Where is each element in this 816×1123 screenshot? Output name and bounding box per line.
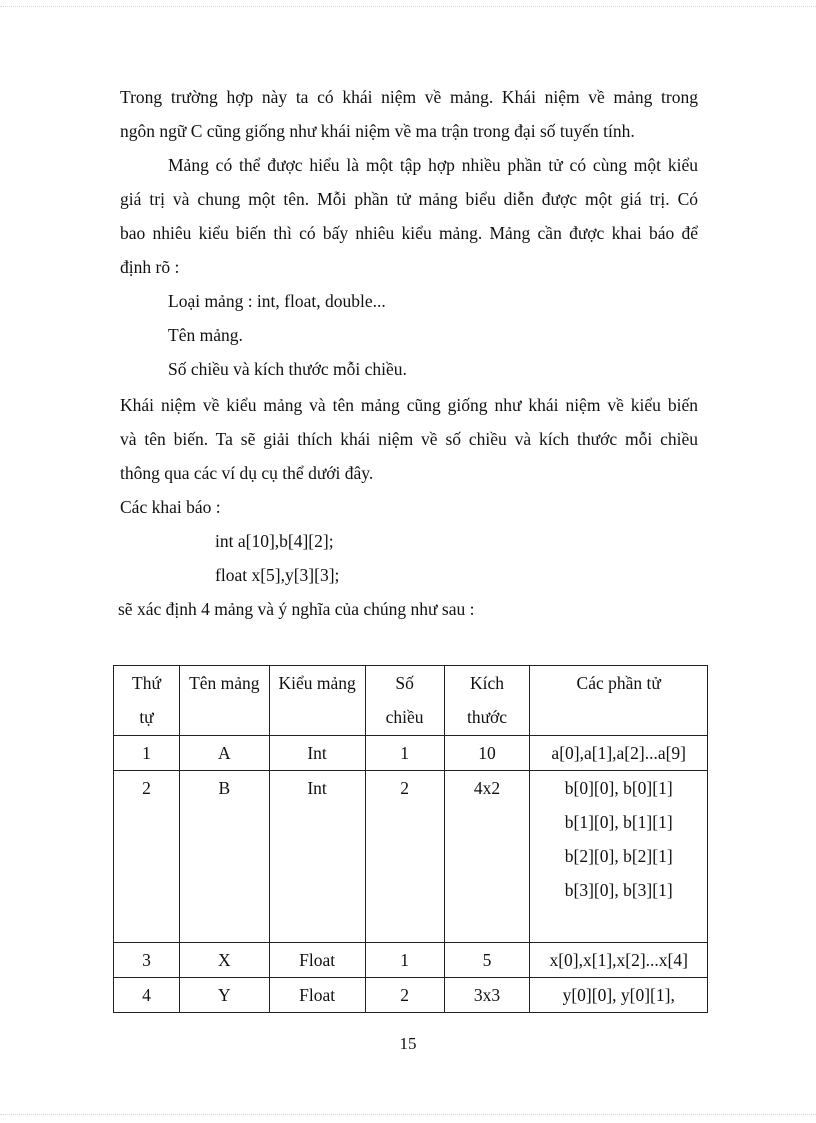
paragraph-2-line-2: giá trị và chung một tên. Mỗi phần tử mảng biểu diễn được một giá trị. Có [120,189,698,209]
header-kich-thuoc-line-2: thước [466,707,508,727]
cell-phan-tu [530,771,708,943]
cell-so-chieu: 1 [365,736,444,771]
cell-kieu: Int [269,736,365,771]
code-line-float: float x[5],y[3][3]; [215,565,340,585]
table-header-row [114,666,708,736]
paragraph-2-line-4: định rõ : [120,257,180,277]
cell-ten: B [180,771,270,943]
cell-so-chieu: 2 [365,771,444,943]
header-kieu: Kiểu mảng [269,666,365,736]
element-line: b[2][0], b[2][1] [564,846,673,866]
page-bottom-edge [0,1114,816,1115]
table-intro: sẽ xác định 4 mảng và ý nghĩa của chúng như sau : [118,599,475,619]
paragraph-2-line-3: bao nhiêu kiểu biến thì có bấy nhiêu kiểu mảng. Mảng cần được khai báo để [120,223,698,243]
header-kich-thuoc-line-1: Kích [470,673,505,693]
paragraph-3-line-1: Khái niệm về kiểu mảng và tên mảng cũng giống như khái niệm về kiểu biến [120,395,698,415]
list-item-array-name: Tên mảng. [168,325,243,345]
code-line-int: int a[10],b[4][2]; [215,531,334,551]
cell-stt: 4 [114,978,180,1013]
header-stt [114,666,180,736]
header-ten: Tên mảng [180,666,270,736]
arrays-table [113,665,708,1013]
cell-kieu: Float [269,943,365,978]
paragraph-3-line-2: và tên biến. Ta sẽ giải thích khái niệm về số chiều và kích thước mỗi chiều [120,429,698,449]
header-so-chieu-line-1: Số [395,673,414,693]
header-kich-thuoc [444,666,530,736]
header-stt-line-1: Thứ [132,673,161,693]
cell-kich-thuoc: 10 [444,736,530,771]
cell-ten: X [180,943,270,978]
cell-phan-tu: a[0],a[1],a[2]...a[9] [530,736,708,771]
element-line: b[1][0], b[1][1] [564,812,673,832]
table-row [114,736,708,771]
paragraph-2-line-1: Mảng có thể được hiểu là một tập hợp nhiều phần tử có cùng một kiểu [168,155,698,175]
cell-stt: 1 [114,736,180,771]
declarations-label: Các khai báo : [120,497,221,517]
page-number: 15 [399,1034,417,1053]
paragraph-3-line-3: thông qua các ví dụ cụ thể dưới đây. [120,463,374,483]
paragraph-1-line-1: Trong trường hợp này ta có khái niệm về mảng. Khái niệm về mảng trong [120,87,698,107]
element-line: b[0][0], b[0][1] [564,778,673,798]
cell-ten: A [180,736,270,771]
cell-phan-tu: x[0],x[1],x[2]...x[4] [530,943,708,978]
cell-ten: Y [180,978,270,1013]
table-row [114,771,708,943]
page-top-edge [0,6,816,7]
cell-so-chieu: 1 [365,943,444,978]
header-so-chieu [365,666,444,736]
cell-kieu: Float [269,978,365,1013]
list-item-array-type: Loại mảng : int, float, double... [168,291,386,311]
cell-kich-thuoc: 4x2 [444,771,530,943]
cell-kieu: Int [269,771,365,943]
header-stt-line-2: tự [139,707,154,727]
cell-kich-thuoc: 3x3 [444,978,530,1013]
header-so-chieu-line-2: chiều [385,707,424,727]
cell-stt: 3 [114,943,180,978]
paragraph-1-line-2: ngôn ngữ C cũng giống như khái niệm về ma trận trong đại số tuyến tính. [120,121,635,141]
header-phan-tu: Các phần tử [530,666,708,736]
cell-phan-tu: y[0][0], y[0][1], [530,978,708,1013]
list-item-dimensions: Số chiều và kích thước mỗi chiều. [168,359,407,379]
cell-so-chieu: 2 [365,978,444,1013]
cell-stt: 2 [114,771,180,943]
element-line: b[3][0], b[3][1] [564,880,673,900]
table-row [114,943,708,978]
cell-kich-thuoc: 5 [444,943,530,978]
table-row [114,978,708,1013]
